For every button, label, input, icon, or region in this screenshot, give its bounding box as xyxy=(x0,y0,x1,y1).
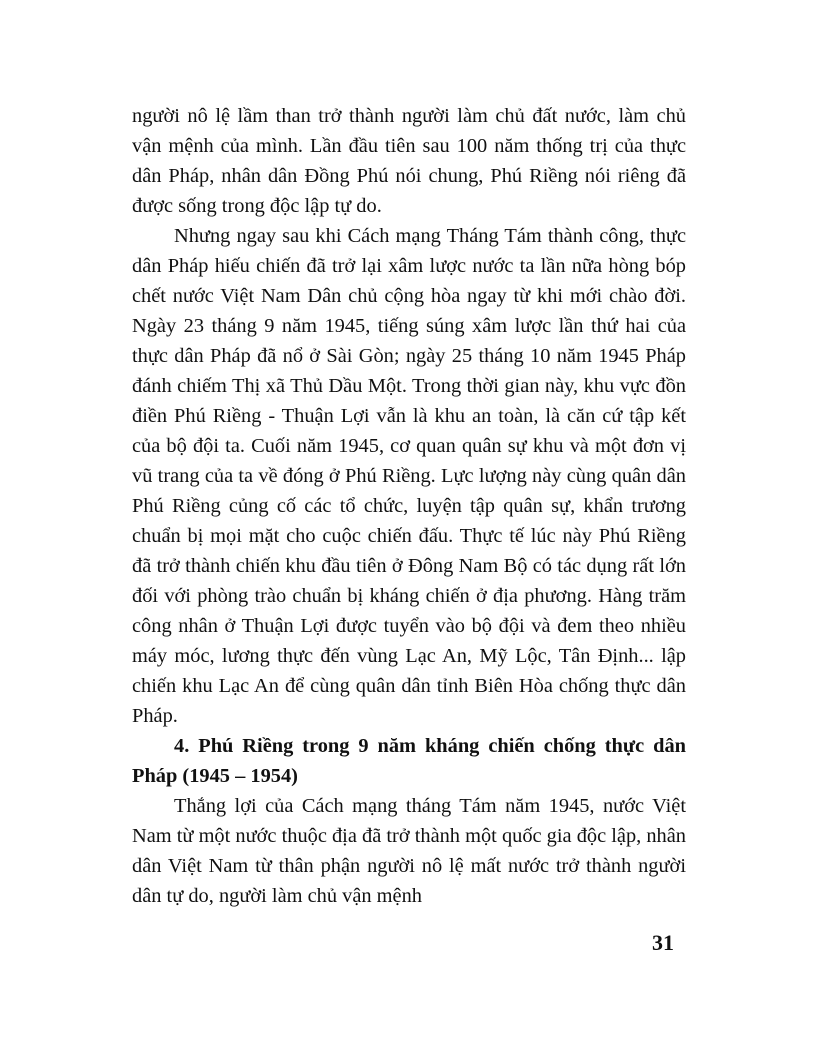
paragraph-august-revolution: Thắng lợi của Cách mạng tháng Tám năm 1945, nước Việt Nam từ một nước thuộc địa đã trở thành một quốc gia độc lập, nhân dân Việt Nam từ thân phận người nô lệ mất nước trở thành người dân tự do, người làm chủ vận mệnh xyxy=(132,795,686,907)
section-heading: 4. Phú Riềng trong 9 năm kháng chiến chống thực dân Pháp (1945 – 1954) xyxy=(132,735,686,787)
page-number: 31 xyxy=(652,930,674,955)
document-page xyxy=(132,101,686,911)
paragraph-french-return: Nhưng ngay sau khi Cách mạng Tháng Tám thành công, thực dân Pháp hiếu chiến đã trở lại xâm lược nước ta lần nữa hòng bóp chết nước Việt Nam Dân chủ cộng hòa ngay từ khi mới chào đời. Ngày 23 tháng 9 năm 1945, tiếng súng xâm lược lần thứ hai của thực dân Pháp đã nổ ở Sài Gòn; ngày 25 tháng 10 năm 1945 Pháp đánh chiếm Thị xã Thủ Dầu Một. Trong thời gian này, khu vực đồn điền Phú Riềng - Thuận Lợi vẫn là khu an toàn, là căn cứ tập kết của bộ đội ta. Cuối năm 1945, cơ quan quân sự khu và một đơn vị vũ trang của ta về đóng ở Phú Riềng. Lực lượng này cùng quân dân Phú Riềng củng cố các tổ chức, luyện tập quân sự, khẩn trương chuẩn bị mọi mặt cho cuộc chiến đấu. Thực tế lúc này Phú Riềng đã trở thành chiến khu đầu tiên ở Đông Nam Bộ có tác dụng rất lớn đối với phòng trào chuẩn bị kháng chiến ở địa phương. Hàng trăm công nhân ở Thuận Lợi được tuyển vào bộ đội và đem theo nhiều máy móc, lương thực đến vùng Lạc An, Mỹ Lộc, Tân Định... lập chiến khu Lạc An để cùng quân dân tỉnh Biên Hòa chống thực dân Pháp. xyxy=(132,225,686,727)
paragraph-continuation: người nô lệ lầm than trở thành người làm chủ đất nước, làm chủ vận mệnh của mình. Lần đầu tiên sau 100 năm thống trị của thực dân Pháp, nhân dân Đồng Phú nói chung, Phú Riềng nói riêng đã được sống trong độc lập tự do. xyxy=(132,105,686,217)
